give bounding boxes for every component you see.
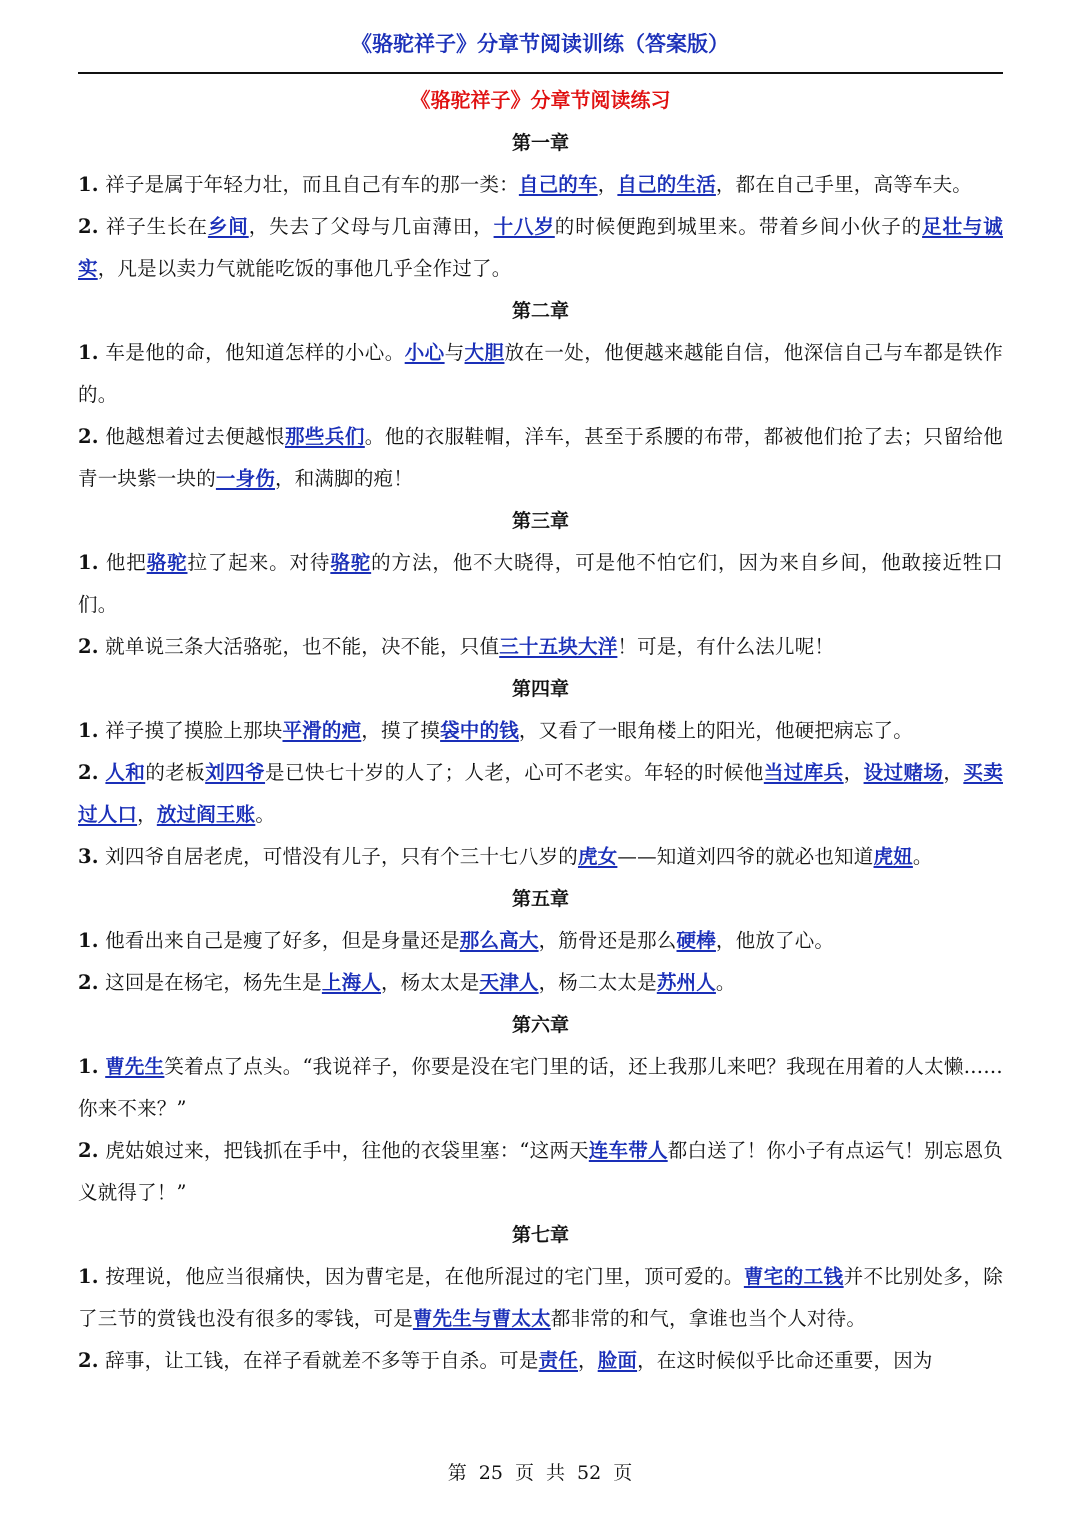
answer-blank: 三十五块大洋 [499,635,618,658]
question-item [78,542,1003,626]
answer-blank: 上海人 [321,971,381,994]
question-text: ， [843,761,864,784]
question-text: 笑着点了点头。“我说祥子，你要是没在宅门里的话，还上我那儿来吧？我现在用着的人太懒……你来不来？” [78,1055,1003,1120]
question-item [78,164,1003,206]
question-text: 辞事，让工钱，在祥子看就差不多等于自杀。可是 [105,1349,539,1372]
document-header-title: 《骆驼祥子》分章节阅读训练（答案版） [351,32,729,56]
question-text: 按理说，他应当很痛快，因为曹宅是，在他所混过的宅门里，顶可爱的。 [105,1265,744,1288]
question-number: 1. [78,1055,99,1078]
chapter-heading: 第四章 [511,678,569,700]
answer-blank: 袋中的钱 [440,719,519,742]
page-content [78,82,1003,1382]
question-text: 的时候便跑到城里来。带着乡间小伙子的 [554,215,923,238]
question-number: 1. [78,173,99,196]
question-number: 2. [78,635,99,658]
question-item [78,1130,1003,1214]
question-text: 。他的衣服鞋帽，洋车，甚至于系腰的布带，都被他们抢了去；只留给他青一块紫一块的 [78,425,1003,490]
question-text: 拉了起来。对待 [187,551,331,574]
question-number: 2. [78,971,99,994]
chapter-heading: 第七章 [511,1224,569,1246]
answer-blank: 责任 [538,1349,578,1372]
question-text: ， [597,173,618,196]
answer-blank: 连车带人 [588,1139,668,1162]
question-text: ， [137,803,157,826]
answer-blank: 平滑的疤 [282,719,362,742]
answer-blank: 刘四爷 [205,761,266,784]
question-number: 2. [78,761,99,784]
answer-blank: 骆驼 [146,551,188,574]
answer-blank: 小心 [404,341,445,364]
question-number: 1. [78,341,99,364]
chapter-heading: 第三章 [511,510,569,532]
question-item [78,1256,1003,1340]
question-text: ，都在自己手里，高等车夫。 [715,173,973,196]
question-number: 2. [78,425,99,448]
question-text: ，凡是以卖力气就能吃饭的事他几乎全作过了。 [97,257,512,280]
chapter-section [78,668,1003,878]
answer-blank: 曹宅的工钱 [743,1265,844,1288]
answer-blank: 那么高大 [459,929,539,952]
question-text: 车是他的命，他知道怎样的小心。 [105,341,405,364]
answer-blank: 买卖过人口 [78,761,1003,826]
question-text: 。 [255,803,276,826]
question-text: 是已快七十岁的人了；人老，心可不老实。年轻的时候他 [265,761,764,784]
question-text: 并不比别处多，除了三节的赏钱也没有很多的零钱，可是 [78,1265,1003,1330]
question-item [78,416,1003,500]
question-number: 2. [78,1139,99,1162]
question-item [78,626,1003,668]
answer-blank: 那些兵们 [284,425,365,448]
answer-blank: 大胆 [464,341,505,364]
question-number: 1. [78,929,99,952]
chapter-section [78,290,1003,500]
answer-blank: 设过赌场 [863,761,944,784]
question-text: 。 [715,971,736,994]
chapter-section [78,1214,1003,1382]
question-text: ，筋骨还是那么 [538,929,677,952]
question-text: ，又看了一眼角楼上的阳光，他硬把病忘了。 [518,719,913,742]
question-text: 的老板 [145,761,206,784]
answer-blank: 天津人 [479,971,539,994]
chapter-section [78,122,1003,290]
question-text: 的方法，他不大晓得，可是他不怕它们，因为来自乡间，他敢接近牲口们。 [78,551,1003,616]
question-number: 2. [78,215,99,238]
page-footer: 第 25 页 共 52 页 [447,1462,633,1484]
answer-blank: 一身伤 [215,467,276,490]
chapter-heading: 第六章 [511,1014,569,1036]
chapter-section [78,1004,1003,1214]
question-text: 祥子摸了摸脸上那块 [105,719,283,742]
question-text: 虎姑娘过来，把钱抓在手中，往他的衣袋里塞：“这两天 [105,1139,589,1162]
question-text: 放在一处，他便越来越能自信，他深信自己与车都是铁作的。 [78,341,1003,406]
answer-blank: 放过阎王账 [156,803,256,826]
question-text: ，在这时候似乎比命还重要，因为 [637,1349,933,1372]
answer-blank: 人和 [105,761,146,784]
question-text: 与 [444,341,465,364]
question-text: 就单说三条大活骆驼，也不能，决不能，只值 [105,635,500,658]
question-text: 他把 [105,551,147,574]
question-number: 1. [78,551,99,574]
question-number: 1. [78,719,99,742]
chapter-list [78,122,1003,1382]
question-text: 他越想着过去便越恨 [105,425,285,448]
chapter-section [78,500,1003,668]
chapter-heading: 第五章 [511,888,569,910]
chapter-section [78,878,1003,1004]
question-text: 都非常的和气，拿谁也当个人对待。 [550,1307,867,1330]
question-text: 他看出来自己是瘦了好多，但是身量还是 [105,929,460,952]
question-text: ，失去了父母与几亩薄田， [248,215,494,238]
answer-blank: 苏州人 [656,971,716,994]
page-title: 《骆驼祥子》分章节阅读练习 [410,88,671,112]
question-text: 祥子是属于年轻力壮，而且自己有车的那一类： [105,173,519,196]
question-number: 3. [78,845,99,868]
question-item [78,920,1003,962]
question-text: ，杨二太太是 [538,971,657,994]
question-text: 。 [912,845,933,868]
question-number: 1. [78,1265,99,1288]
question-item [78,1046,1003,1130]
question-text: ，杨太太是 [380,971,480,994]
question-item [78,752,1003,836]
answer-blank: 乡间 [207,215,249,238]
chapter-heading: 第一章 [511,132,569,154]
answer-blank: 虎女 [577,845,618,868]
answer-blank: 虎妞 [873,845,913,868]
answer-blank: 自己的车 [518,173,598,196]
question-text: 这回是在杨宅，杨先生是 [105,971,322,994]
question-text: 刘四爷自居老虎，可惜没有儿子，只有个三十七八岁的 [105,845,578,868]
question-item [78,710,1003,752]
question-text: 都白送了！你小子有点运气！别忘恩负义就得了！” [78,1139,1003,1204]
answer-blank: 足壮与诚实 [78,215,1003,280]
answer-blank: 十八岁 [493,215,555,238]
header-divider [78,72,1003,74]
question-number: 2. [78,1349,99,1372]
answer-blank: 曹先生与曹太太 [412,1307,551,1330]
question-text: ，和满脚的疱！ [275,467,413,490]
question-item [78,332,1003,416]
question-item [78,962,1003,1004]
question-item [78,1340,1003,1382]
answer-blank: 脸面 [597,1349,638,1372]
question-item [78,206,1003,290]
question-text: ，他放了心。 [715,929,835,952]
question-text: ， [577,1349,598,1372]
question-item [78,836,1003,878]
question-text: ！可是，有什么法儿呢！ [617,635,835,658]
answer-blank: 曹先生 [105,1055,165,1078]
question-text: 祥子生长在 [105,215,208,238]
question-text: ——知道刘四爷的就必也知道 [617,845,874,868]
answer-blank: 硬棒 [676,929,716,952]
question-text: ， [943,761,964,784]
question-text: ，摸了摸 [361,719,441,742]
chapter-heading: 第二章 [511,300,569,322]
answer-blank: 当过库兵 [763,761,844,784]
answer-blank: 自己的生活 [617,173,716,196]
answer-blank: 骆驼 [330,551,372,574]
